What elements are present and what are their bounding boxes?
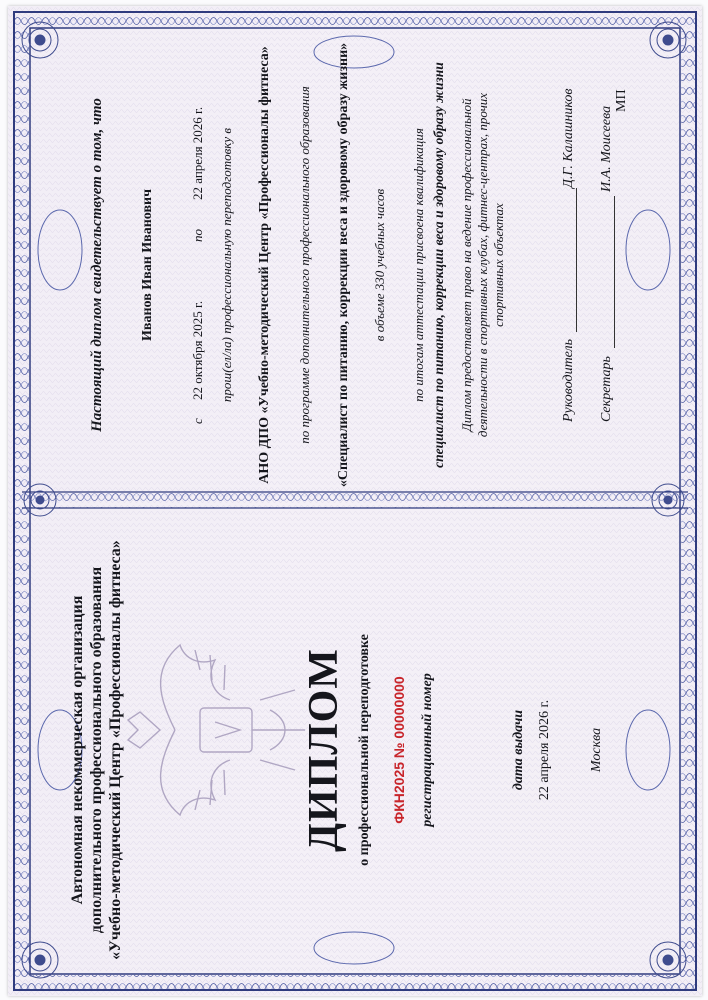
seal-mark: МП [614, 89, 629, 112]
eagle-emblem-icon [120, 630, 320, 830]
student-name: Иванов Иван Иванович [140, 189, 155, 341]
issue-city: Москва [589, 727, 604, 773]
secretary-name: И.А. Моисеева [599, 105, 614, 192]
intro-text: Настоящий диплом свидетельствует о том, что [89, 98, 105, 432]
org-name: АНО ДПО «Учебно-методический Центр «Профессионалы фитнеса» [257, 46, 272, 484]
diploma-title: ДИПЛОМ [301, 648, 347, 852]
from-label: с [190, 418, 205, 424]
head-signature-line [576, 188, 577, 332]
program-label: по программе дополнительного профессионального образования [297, 86, 312, 444]
secretary-signature-line [614, 196, 615, 348]
issue-date: 22 апреля 2026 г. [537, 699, 552, 801]
rights-line-3: спортивных объектах [491, 203, 506, 327]
issuer-line-2: дополнительного профессионального образования [88, 566, 105, 934]
head-name: Д.Г. Калашников [561, 88, 576, 188]
rights-line-1: Диплом предоставляет право на ведение профессиональной [459, 98, 474, 432]
passed-text: прош(ел/ла) профессиональную переподготовку в [219, 127, 234, 403]
issuer-line-1: Автономная некоммерческая организация [69, 595, 86, 905]
from-date: 22 октября 2025 г. [190, 300, 205, 400]
program-name: «Специалист по питанию, коррекции веса и здоровому образу жизни» [336, 42, 351, 488]
secretary-label: Секретарь [599, 356, 614, 422]
head-label: Руководитель [561, 338, 576, 422]
issuer-line-3: «Учебно-методический Центр «Профессионалы фитнеса» [107, 540, 124, 960]
hours-text: в объеме 330 учебных часов [372, 188, 387, 342]
diploma-number: ФКН2025 № 00000000 [391, 676, 407, 824]
to-label: по [190, 229, 205, 242]
qualification-label: по итогам аттестации присвоена квалификация [411, 128, 426, 402]
rights-line-2: деятельности в спортивных клубах, фитнес-центрах, прочих [475, 92, 490, 438]
to-date: 22 апреля 2026 г. [190, 106, 205, 200]
diploma-subtitle: о профессиональной переподготовке [357, 634, 372, 866]
issue-date-label: дата выдачи [511, 709, 526, 791]
reg-number-label: регистрационный номер [420, 673, 435, 827]
qualification: специалист по питанию, коррекции веса и здоровому образу жизни [431, 62, 446, 468]
